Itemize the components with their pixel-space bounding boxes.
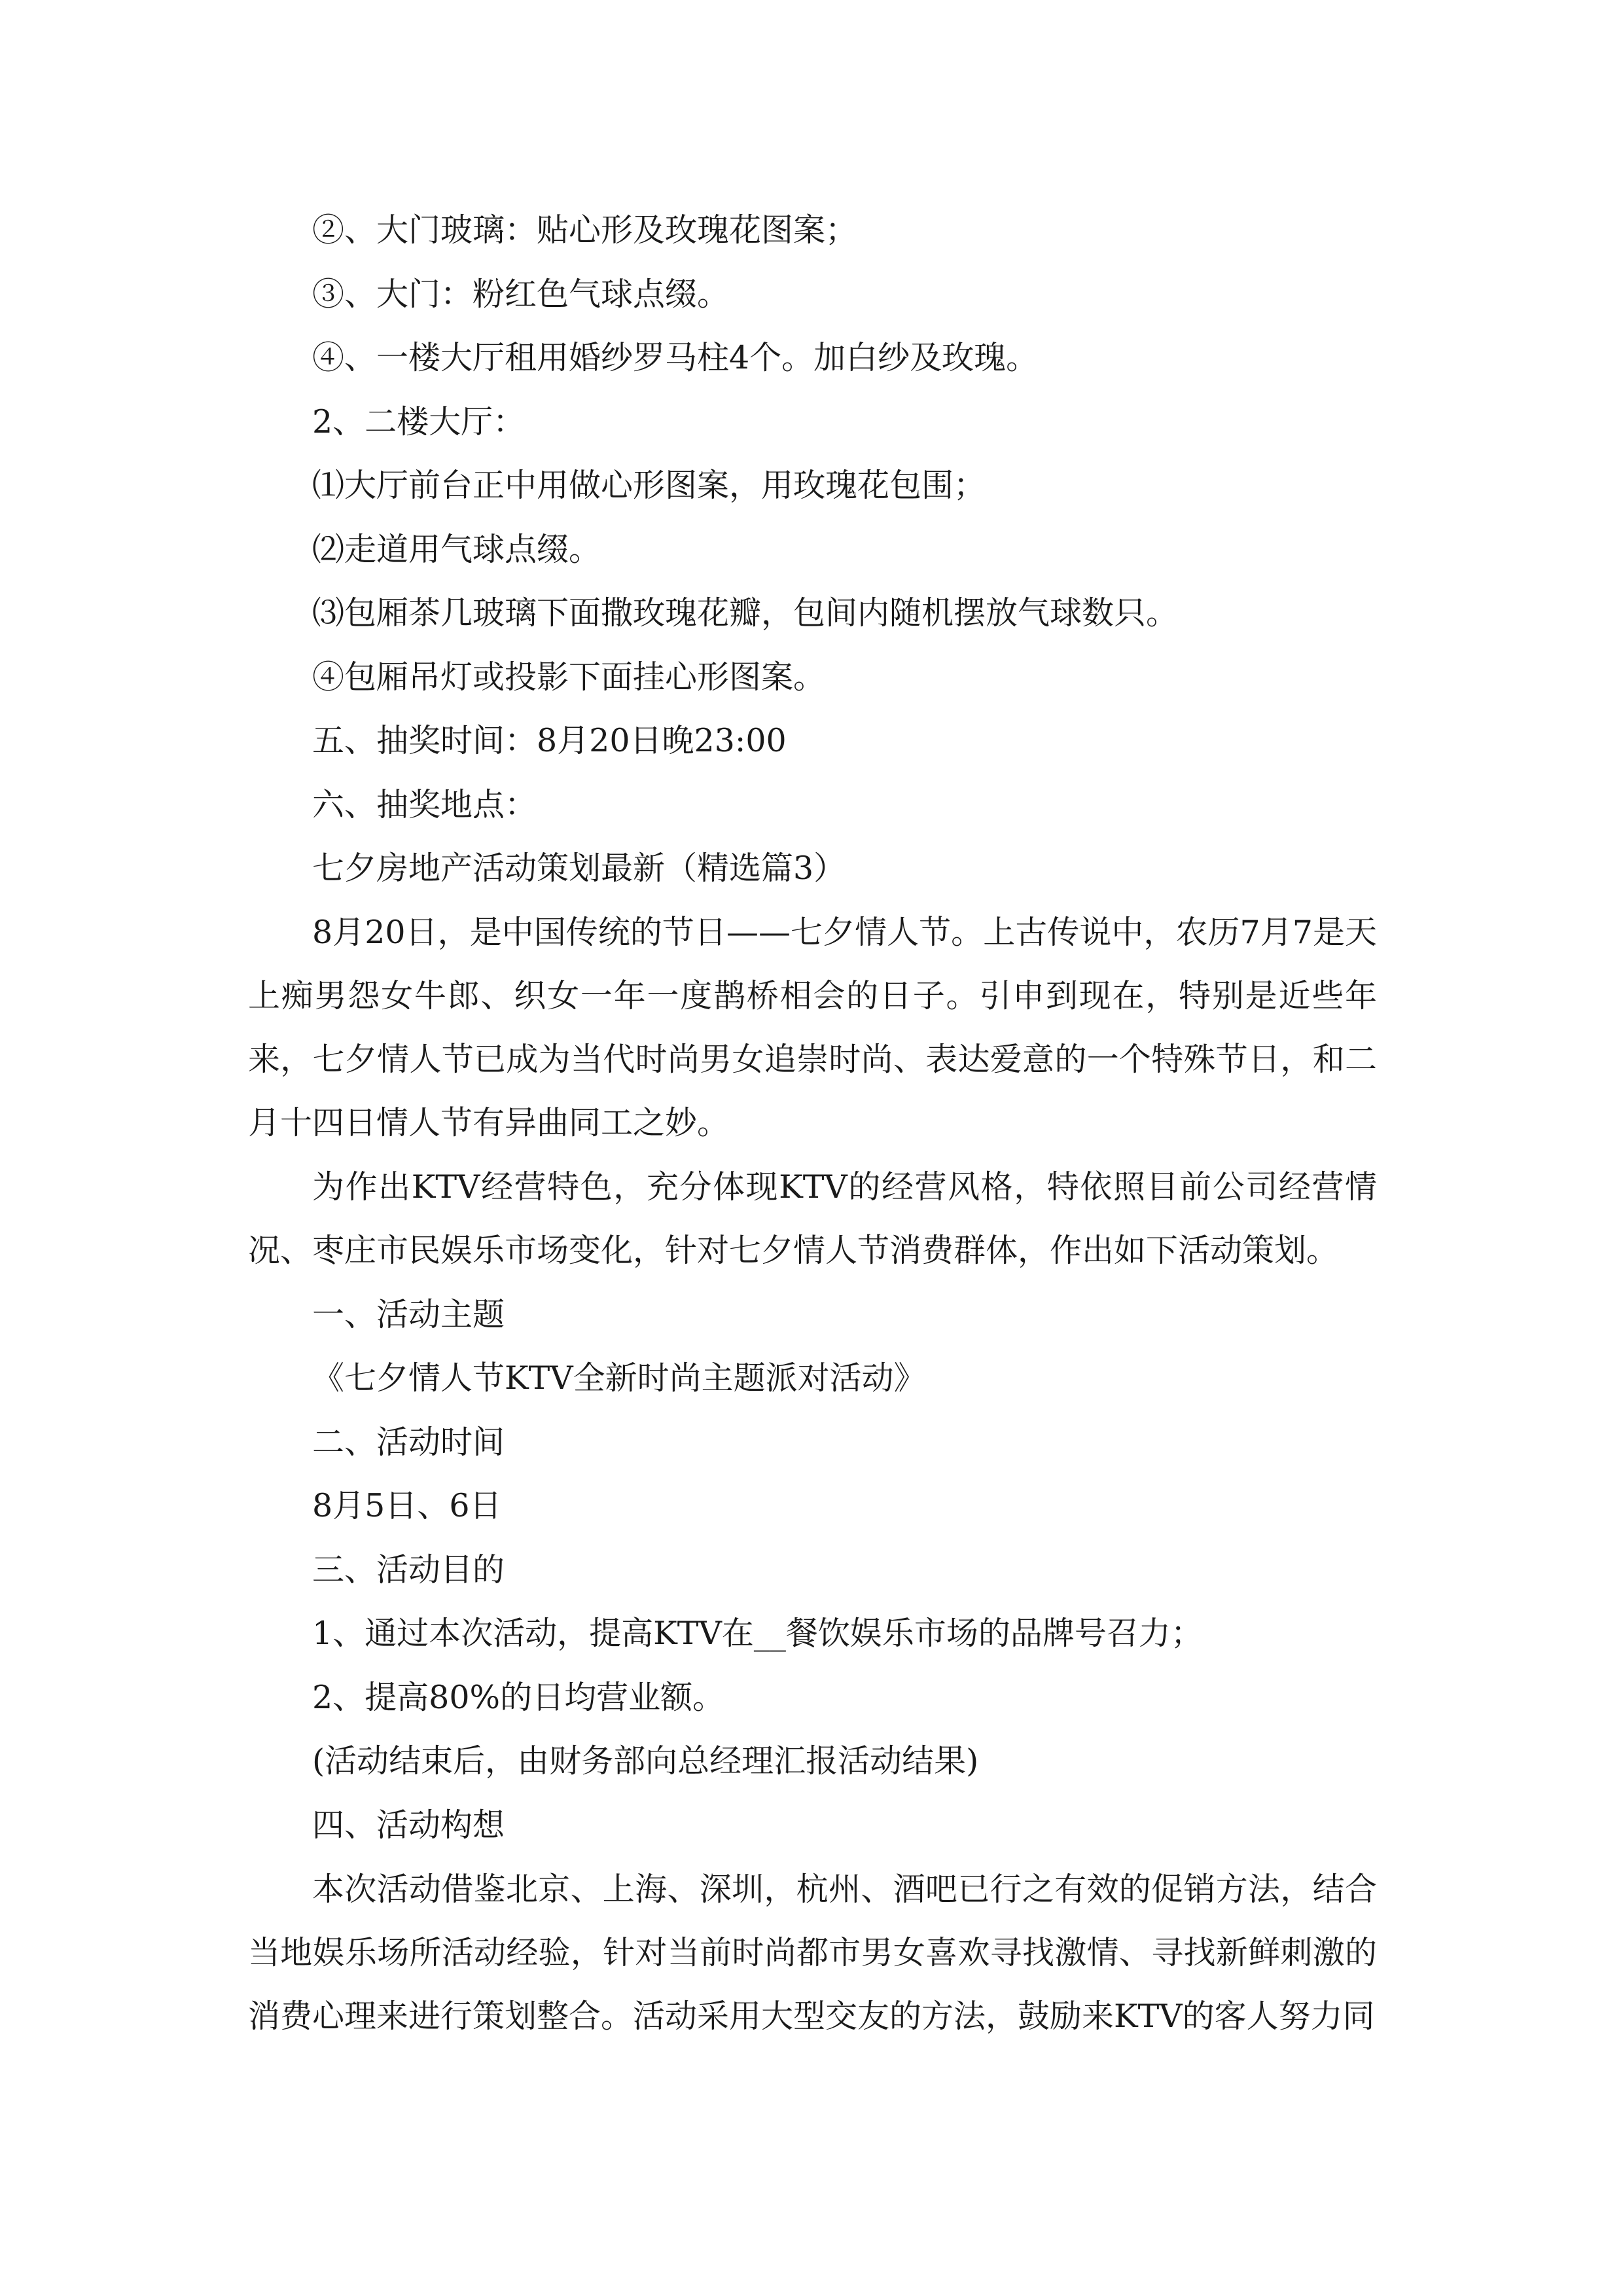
text-line-sub-4: ④包厢吊灯或投影下面挂心形图案。 <box>312 658 826 696</box>
text-line-sub-3: ⑶包厢茶几玻璃下面撒玫瑰花瓣，包间内随机摆放气球数只。 <box>312 594 1179 632</box>
text-line-sub-2: ⑵走道用气球点缀。 <box>312 531 601 568</box>
paragraph-intro: 8月20日，是中国传统的节日——七夕情人节。上古传说中，农历7月7是天上痴男怨女牛郎、织女一年一度鹊桥相会的日子。引申到现在，特别是近些年来，七夕情人节已成为当代时尚男女追崇时尚、表达爱意的一个特殊节日，和二月十四日情人节有异曲同工之妙。 <box>248 914 1377 1141</box>
paragraph-purpose: 为作出KTV经营特色，充分体现KTV的经营风格，特依照目前公司经营情况、枣庄市民娱乐市场变化，针对七夕情人节消费群体，作出如下活动策划。 <box>248 1168 1377 1269</box>
heading-activity-theme: 一、活动主题 <box>312 1296 505 1333</box>
text-line-item-3: ③、大门：粉红色气球点缀。 <box>312 276 730 313</box>
text-activity-time: 8月5日、6日 <box>312 1487 502 1524</box>
text-line-item-4: ④、一楼大厅租用婚纱罗马柱4个。加白纱及玫瑰。 <box>312 339 1039 376</box>
heading-activity-time: 二、活动时间 <box>312 1424 505 1461</box>
text-line-sub-1: ⑴大厅前台正中用做心形图案，用玫瑰花包围； <box>312 467 986 504</box>
text-activity-theme: 《七夕情人节KTV全新时尚主题派对活动》 <box>312 1359 926 1397</box>
heading-lottery-place: 六、抽奖地点： <box>312 786 537 823</box>
section-title: 七夕房地产活动策划最新（精选篇3） <box>312 850 846 887</box>
text-goal-1: 1、通过本次活动，提高KTV在__餐饮娱乐市场的品牌号召力； <box>312 1615 1203 1652</box>
heading-lottery-time: 五、抽奖时间：8月20日晚23:00 <box>312 722 787 759</box>
text-line-item-2: ②、大门玻璃：贴心形及玫瑰花图案； <box>312 211 858 249</box>
text-line-second-floor: 2、二楼大厅： <box>312 403 526 440</box>
paragraph-concept: 本次活动借鉴北京、上海、深圳，杭州、酒吧已行之有效的促销方法，结合当地娱乐场所活动经验，针对当前时尚都市男女喜欢寻找激情、寻找新鲜刺激的消费心理来进行策划整合。活动采用大型交友的方法，鼓励来KTV的客人努力同 <box>248 1871 1377 2035</box>
heading-activity-goal: 三、活动目的 <box>312 1551 505 1588</box>
text-goal-2: 2、提高80%的日均营业额。 <box>312 1679 725 1716</box>
heading-activity-concept: 四、活动构想 <box>312 1806 505 1844</box>
text-goal-note: (活动结束后，由财务部向总经理汇报活动结果) <box>312 1742 979 1780</box>
